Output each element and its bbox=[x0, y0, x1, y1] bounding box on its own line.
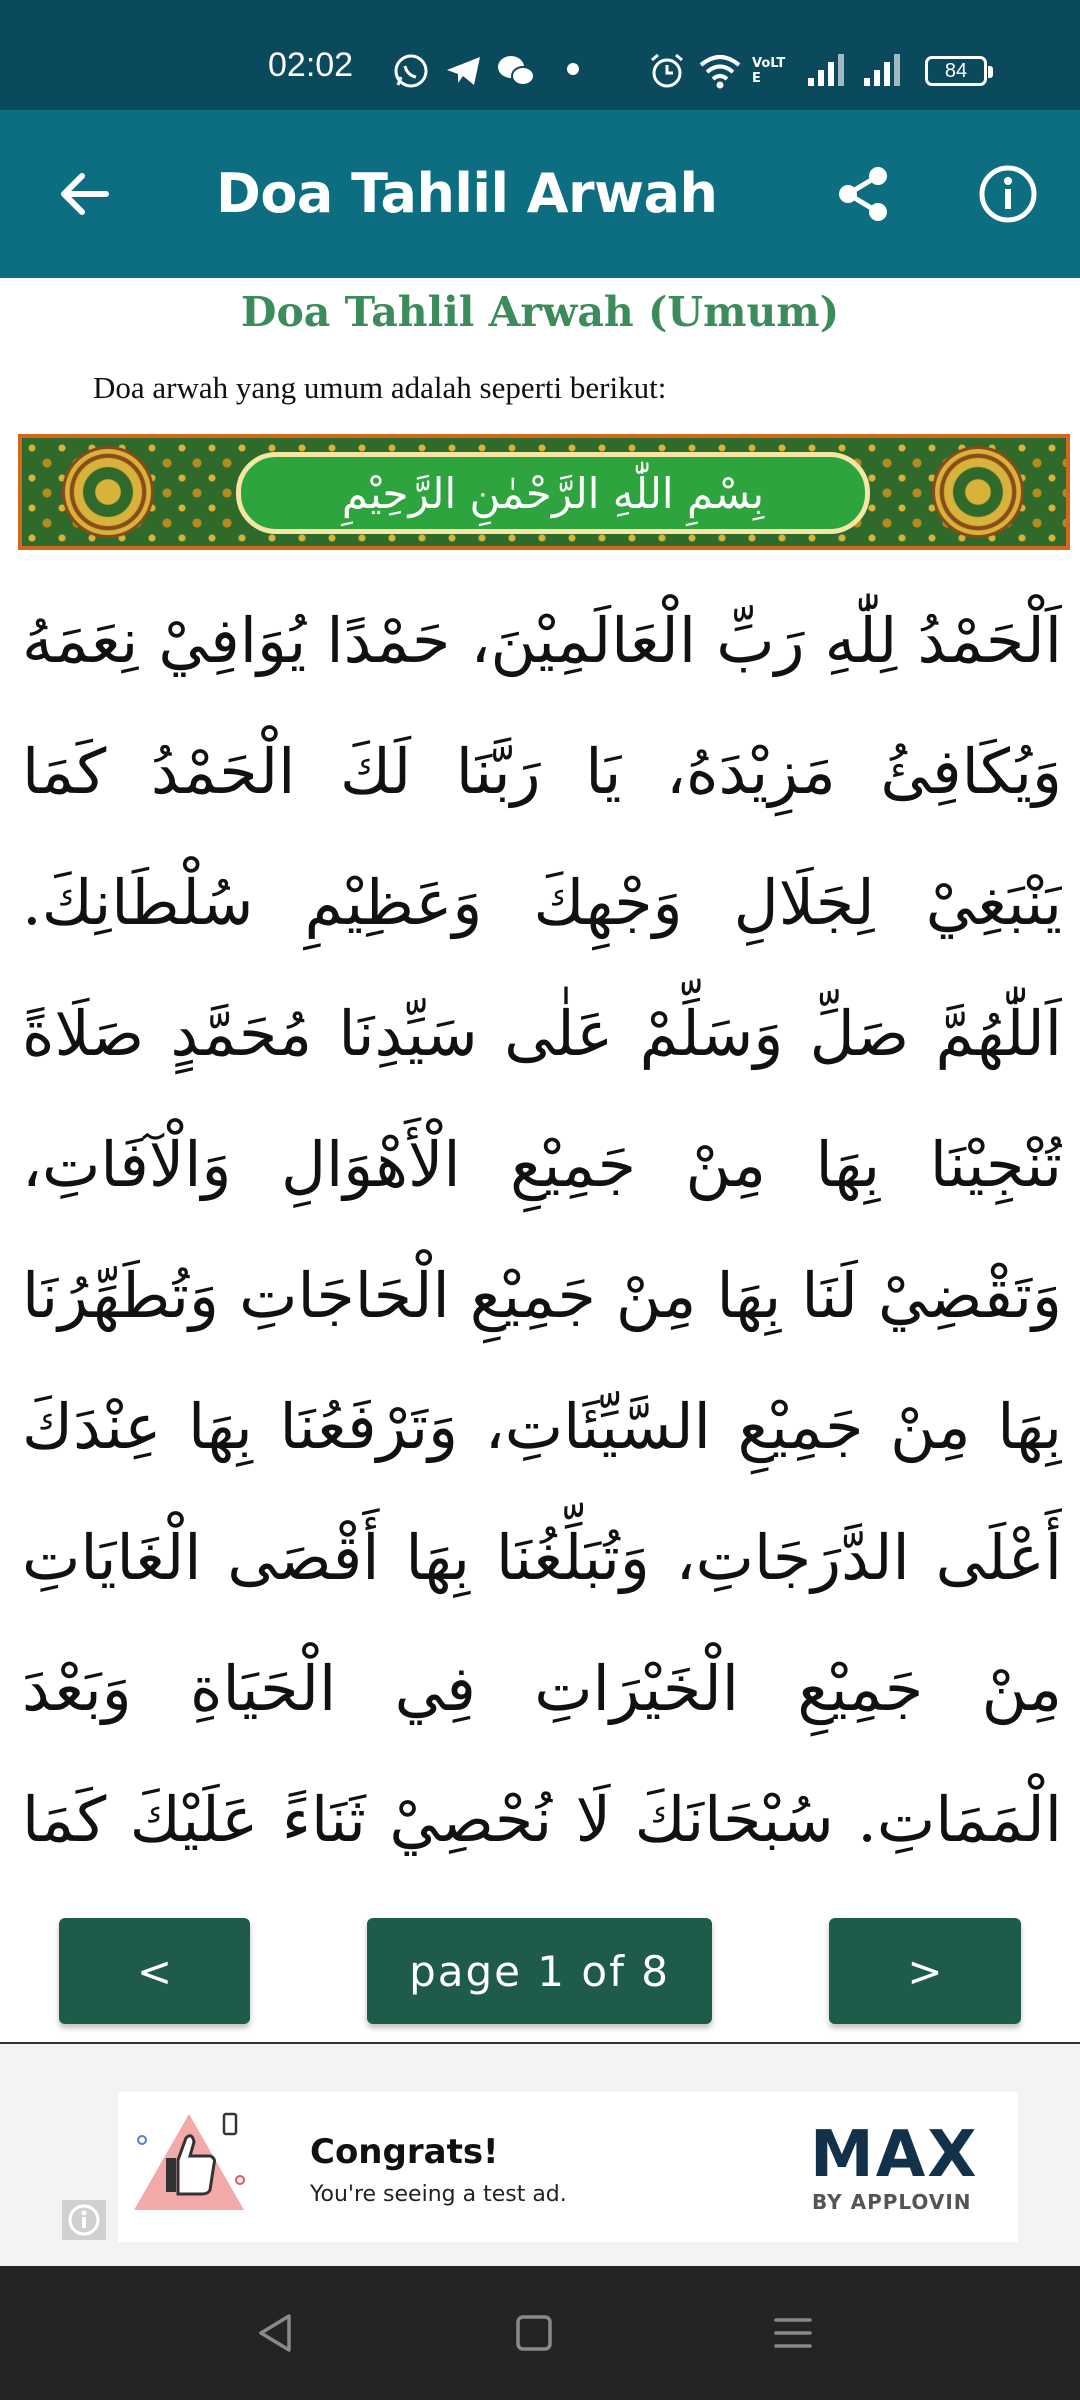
app-title: Doa Tahlil Arwah bbox=[216, 162, 718, 225]
doa-arabic-text: اَلْحَمْدُ لِلّٰهِ رَبِّ الْعَالَمِيْنَ، حَمْدًا يُوَافِيْ نِعَمَهُ وَيُكَافِئُ مَزِيْدَهُ، يَا رَبَّنَا لَكَ الْحَمْدُ كَمَا يَنْبَغِيْ لِجَلَالِ وَجْهِكَ وَعَظِيْمِ سُلْطَانِكَ. اَللّٰهُمَّ صَلِّ وَسَلِّمْ عَلٰى سَيِّدِنَا مُحَمَّدٍ صَلَاةً تُنْجِيْنَا بِهَا مِنْ جَمِيْعِ الْأَهْوَالِ وَالْآفَاتِ، وَتَقْضِيْ لَنَا بِهَا مِنْ جَمِيْعِ الْحَاجَاتِ وَتُطَهِّرُنَا بِهَا مِنْ جَمِيْعِ السَّيِّئَاتِ، وَتَرْفَعُنَا بِهَا عِنْدَكَ أَعْلَى الدَّرَجَاتِ، وَتُبَلِّغُنَا بِهَا أَقْصَى الْغَايَاتِ مِنْ جَمِيْعِ الْخَيْرَاتِ فِي الْحَيَاةِ وَبَعْدَ الْمَمَاتِ. سُبْحَانَكَ لَا نُحْصِيْ ثَنَاءً عَلَيْكَ كَمَا bbox=[22, 604, 1062, 1856]
recents-menu-icon[interactable] bbox=[768, 2308, 818, 2358]
wechat-icon bbox=[496, 52, 536, 90]
next-page-label: > bbox=[907, 1946, 943, 1996]
bismillah-text: بِسْمِ اللّٰهِ الرَّحْمٰنِ الرَّحِيْمِ bbox=[341, 468, 765, 518]
info-button[interactable] bbox=[972, 158, 1044, 230]
share-button[interactable] bbox=[828, 158, 900, 230]
battery-icon: 84 bbox=[925, 56, 987, 86]
bismillah-banner bbox=[18, 434, 1070, 550]
back-button[interactable] bbox=[48, 158, 120, 230]
applovin-max-logo: MAX bbox=[810, 2118, 979, 2192]
dot-icon bbox=[566, 62, 580, 76]
next-page-button[interactable] bbox=[829, 1918, 1021, 2024]
ad-subtitle: You're seeing a test ad. bbox=[310, 2182, 567, 2207]
telegram-icon bbox=[444, 52, 484, 90]
info-icon bbox=[977, 163, 1039, 225]
banner-plate bbox=[236, 452, 870, 534]
info-icon bbox=[67, 2203, 101, 2237]
share-icon bbox=[834, 164, 894, 224]
page-indicator-label: page 1 of 8 bbox=[409, 1946, 670, 1996]
ad-info-button[interactable] bbox=[62, 2200, 106, 2240]
volte-icon: VoLTE bbox=[752, 56, 786, 86]
signal-icon bbox=[862, 52, 902, 88]
content-title: Doa Tahlil Arwah (Umum) bbox=[240, 288, 840, 336]
prev-page-label: < bbox=[136, 1946, 173, 1996]
home-square-icon[interactable] bbox=[509, 2308, 559, 2358]
wifi-icon bbox=[698, 52, 742, 90]
back-triangle-icon[interactable] bbox=[251, 2308, 301, 2358]
alarm-icon bbox=[648, 52, 686, 90]
status-bar bbox=[0, 0, 1080, 110]
thumbs-up-icon bbox=[130, 2110, 248, 2216]
applovin-byline: BY APPLOVIN bbox=[812, 2190, 972, 2214]
page-indicator-button[interactable] bbox=[367, 1918, 712, 2024]
signal-icon bbox=[806, 52, 846, 88]
ornament-medallion bbox=[932, 446, 1024, 538]
whatsapp-icon bbox=[392, 52, 430, 90]
banner-pattern bbox=[22, 438, 1066, 546]
status-time: 02:02 bbox=[268, 46, 354, 84]
arrow-back-icon bbox=[56, 166, 112, 222]
app-bar bbox=[0, 110, 1080, 278]
prev-page-button[interactable] bbox=[59, 1918, 250, 2024]
intro-text: Doa arwah yang umum adalah seperti berikut: bbox=[93, 370, 667, 405]
ad-title: Congrats! bbox=[310, 2132, 499, 2172]
ornament-medallion bbox=[62, 446, 154, 538]
